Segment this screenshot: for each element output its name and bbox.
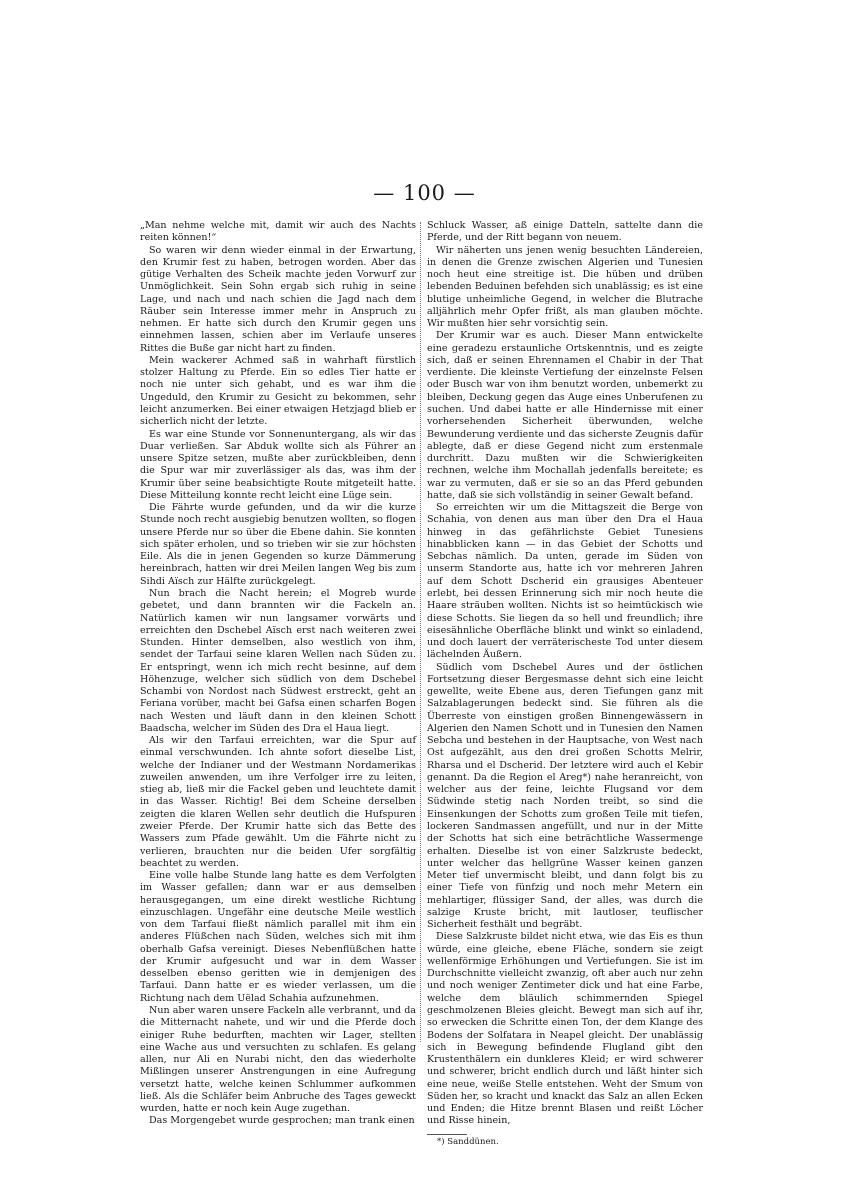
page-number: — 100 — — [373, 181, 476, 205]
paragraph: So waren wir denn wieder einmal in der Erwartung, den Krumir fest zu haben, betrogen worden. Aber das gütige Verhalten des Scheik machte jeden Vorwurf zur Unmöglichkeit. Sein Sohn ergab sich ruhig in seine Lage, und nach und nach schien die Jagd nach dem Räuber sein Interesse immer mehr in Anspruch zu nehmen. Er hatte sich durch den Krumir gegen uns einnehmen lassen, schien aber im Verlaufe unseres Rittes die Buße gar nicht hart zu finden. — [140, 244, 416, 354]
paragraph: Nun brach die Nacht herein; el Mogreb wurde gebetet, und dann brannten wir die Fackeln an. Natürlich kamen wir nun langsamer vorwärts und erreichten den Dschebel Aïsch erst nach weiteren zwei Stunden. Hinter demselben, also westlich von ihm, sendet der Tarfaui seine klaren Wellen nach Süden zu. Er entspringt, wenn ich mich recht besinne, auf dem Höhenzuge, welcher sich südlich von dem Dschebel Schambi von Nordost nach Südwest erstreckt, geht an Feriana vorüber, macht bei Gafsa einen scharfen Bogen nach Westen und läuft dann in den kleinen Schott Baadscha, welcher im Süden des Dra el Haua liegt. — [140, 587, 416, 734]
paragraph: Wir näherten uns jenen wenig besuchten Ländereien, in denen die Grenze zwischen Algerien und Tunesien noch heut eine streitige ist. Die hüben und drüben lebenden Beduinen befehden sich unablässig; es ist eine blutige unheimliche Gegend, in welcher die Blutrache alljährlich mehr Opfer frißt, als man glauben möchte. Wir mußten hier sehr vorsichtig sein. — [427, 244, 703, 330]
paragraph: Südlich vom Dschebel Aures und der östlichen Fortsetzung dieser Bergesmasse dehnt sich eine leicht gewellte, weite Ebene aus, deren Tiefungen ganz mit Salzablagerungen bedeckt sind. Sie führen als die Überreste von einstigen großen Binnengewässern in Algerien den Namen Schott und in Tunesien den Namen Sebcha und bestehen in der Hauptsache, von West nach Ost aufgezählt, aus den drei großen Schotts Melrir, Rharsa und el Dscherid. Der letztere wird auch el Kebir genannt. Da die Region el Areg*) nahe heranreicht, von welcher aus der feine, leichte Flugsand vor dem Südwinde stetig nach Norden treibt, so sind die Einsenkungen der Schotts zum großen Teile mit tiefen, lockeren Sandmassen angefüllt, und nur in der Mitte der Schotts hat sich eine beträchtliche Wassermenge erhalten. Dieselbe ist von einer Salzkruste bedeckt, unter welcher das hellgrüne Wasser keinen ganzen Meter tief unvermischt bleibt, und dann folgt bis zu einer Tiefe von fünfzig und noch mehr Metern ein mehlartiger, flüssiger Sand, der alles, was durch die salzige Kruste bricht, mit lautloser, teuflischer Sicherheit festhält und begräbt. — [427, 661, 703, 931]
paragraph: Der Krumir war es auch. Dieser Mann entwickelte eine geradezu erstaunliche Ortskenntnis, und es zeigte sich, daß er seinen Ehrennamen el Chabir in der That verdiente. Die kleinste Vertiefung der einzelnste Felsen oder Busch war von ihm benutzt worden, unbemerkt zu bleiben, Deckung gegen das Auge eines Unberufenen zu suchen. Und dabei hatte er alle Hindernisse mit einer vorhersehenden Sicherheit überwunden, welche Bewunderung verdiente und das sicherste Zeugnis dafür ablegte, daß er diese Gegend nicht zum erstenmale durchritt. Dazu mußten wir die Schwierigkeiten rechnen, welche ihm Mochallah jedenfalls bereitete; es war zu vermuten, daß er sie so an das Pferd gebunden hatte, daß sie sich vollständig in seiner Gewalt befand. — [427, 330, 703, 501]
left-column — [140, 220, 416, 1128]
paragraph: Diese Salzkruste bildet nicht etwa, wie das Eis es thun würde, eine gleiche, ebene Fläche, sondern sie zeigt wellenförmige Erhöhungen und Vertiefungen. Sie ist im Durchschnitte vielleicht zwanzig, oft aber auch nur zehn und noch weniger Zentimeter dick und hat eine Farbe, welche dem bläulich schimmernden Spiegel geschmolzenen Bleies gleicht. Bewegt man sich auf ihr, so erwecken die Schritte einen Ton, der dem Klange des Bodens der Solfatara in Neapel gleicht. Der unablässig sich in Bewegung befindende Flugland gibt den Krustenthälern ein dunkleres Kleid; er wird schwerer und schwerer, bricht endlich durch und läßt hinter sich eine neue, weiße Stelle entstehen. Weht der Smum von Süden her, so kracht und knackt das Salz an allen Ecken und Enden; die Hitze brennt Blasen und reißt Löcher und Risse hinein, — [427, 931, 703, 1127]
paragraph: Mein wackerer Achmed saß in wahrhaft fürstlich stolzer Haltung zu Pferde. Ein so edles Tier hatte er noch nie unter sich gehabt, und es war ihm die Ungeduld, den Krumir zu Gesicht zu bekommen, sehr leicht anzumerken. Bei einer etwaigen Hetzjagd blieb er sicherlich nicht der letzte. — [140, 354, 416, 428]
paragraph: Nun aber waren unsere Fackeln alle verbrannt, und da die Mitternacht nahete, und wir und die Pferde doch einiger Ruhe bedurften, machten wir Lager, stellten eine Wache aus und versuchten zu schlafen. Es gelang allen, nur Ali en Nurabi nicht, den das wiederholte Mißlingen unserer Anstrengungen in eine Aufregung versetzt hatte, welche keinen Schlummer aufkommen ließ. Als die Schläfer beim Anbruche des Tages geweckt wurden, hatte er noch kein Auge zugethan. — [140, 1005, 416, 1115]
footnote-rule — [427, 1134, 467, 1135]
paragraph: Schluck Wasser, aß einige Datteln, sattelte dann die Pferde, und der Ritt begann von neuem. — [427, 220, 703, 244]
paragraph: Es war eine Stunde vor Sonnenuntergang, als wir das Duar verließen. Sar Abduk wollte sich als Führer an unsere Spitze setzen, mußte aber zurückbleiben, denn die Spur war mir zuverlässiger als das, was ihm der Krumir über seine beabsichtigte Route mitgeteilt hatte. Diese Mitteilung konnte recht leicht eine Lüge sein. — [140, 428, 416, 501]
paragraph: So erreichten wir um die Mittagszeit die Berge von Schahia, von denen aus man über den Dra el Haua hinweg in das gefährlichste Gebiet Tunesiens hinabblicken kann — in das Gebiet der Schotts und Sebchas nämlich. Da unten, gerade im Süden von unserm Standorte aus, hatte ich vor mehreren Jahren auf dem Schott Dscherid ein grausiges Abenteuer erlebt, bei dessen Erinnerung sich mir noch heute die Haare sträuben wollten. Nichts ist so heimtückisch wie diese Schotts. Sie liegen da so hell und freundlich; ihre eisesähnliche Oberfläche blinkt und winkt so einladend, und doch lauert der verräterischeste Tod unter diesem lächelnden Äußern. — [427, 502, 703, 661]
column-divider — [420, 222, 421, 1042]
right-column — [427, 220, 703, 1128]
paragraph: Als wir den Tarfaui erreichten, war die Spur auf einmal verschwunden. Ich ahnte sofort dieselbe List, welche der Indianer und der Westmann Nordamerikas zuweilen anwenden, um ihre Verfolger irre zu leiten, stieg ab, ließ mir die Fackel geben und leuchtete damit in das Wasser. Richtig! Bei dem Scheine derselben zeigten die klaren Wellen sehr deutlich die Hufspuren zweier Pferde. Der Krumir hatte sich das Bette des Wassers zum Pfade gewählt. Um die Fährte nicht zu verlieren, brauchten nur die beiden Ufer sorgfältig beachtet zu werden. — [140, 735, 416, 869]
paragraph: „Man nehme welche mit, damit wir auch des Nachts reiten können!“ — [140, 220, 416, 244]
paragraph: Das Morgengebet wurde gesprochen; man trank einen — [149, 1115, 415, 1127]
paragraph: Eine volle halbe Stunde lang hatte es dem Verfolgten im Wasser gefallen; dann war er aus demselben herausgegangen, um eine direkt westliche Richtung einzuschlagen. Ungefähr eine deutsche Meile westlich von dem Tarfaui fließt nämlich parallel mit ihm ein anderes Flüßchen nach Süden, welches sich mit ihm oberhalb Gafsa vereinigt. Dieses Nebenflüßchen hatte der Krumir aufgesucht und war in dem Wasser desselben ebenso geritten wie in demjenigen des Tarfaui. Dann hatte er es wieder verlassen, um die Richtung nach dem Uëlad Schahia aufzunehmen. — [140, 870, 416, 1004]
footnote: *) Sanddünen. — [437, 1137, 499, 1147]
paragraph: Die Fährte wurde gefunden, und da wir die kurze Stunde noch recht ausgiebig benutzen wollten, so flogen unsere Pferde nur so über die Ebene dahin. Sie konnten sich später erholen, und so trieben wir sie zur höchsten Eile. Als die in jenen Gegenden so kurze Dämmerung hereinbrach, hatten wir drei Meilen langen Weg bis zum Sihdi Aïsch zur Hälfte zurückgelegt. — [140, 502, 416, 587]
